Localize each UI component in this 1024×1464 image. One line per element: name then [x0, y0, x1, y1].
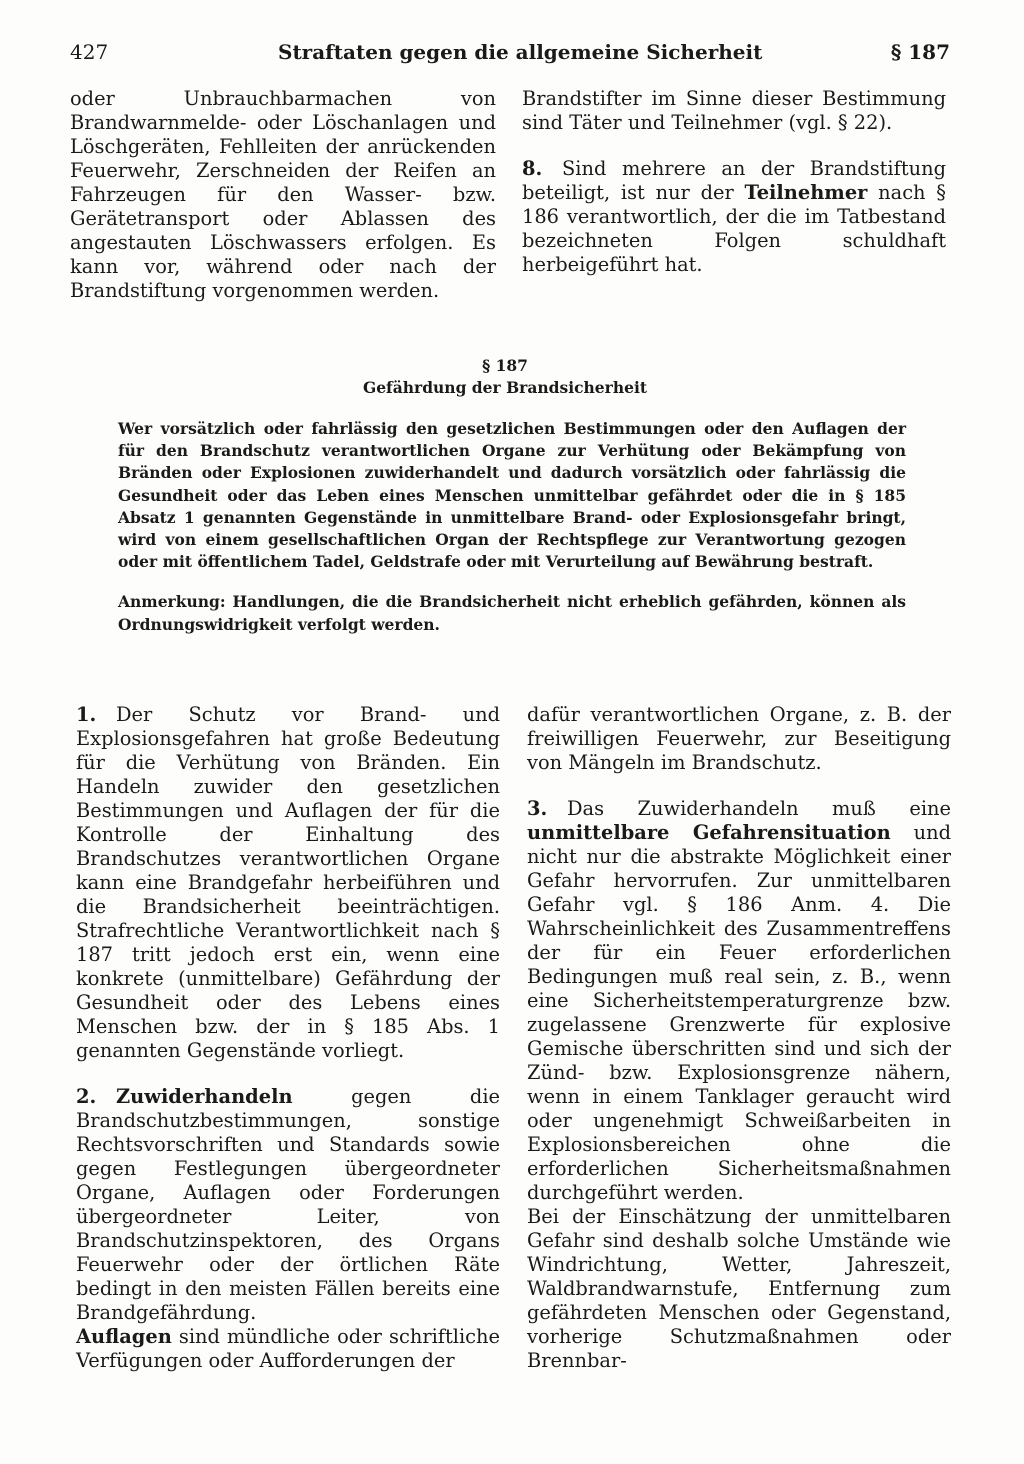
statute-text-block: [118, 418, 906, 636]
running-title: Straftaten gegen die allgemeine Sicherheit: [278, 40, 763, 64]
statute-note: Anmerkung: Handlungen, die die Brandsicherheit nicht erheblich gefährden, können als Ordnungswidrigkeit verfolgt werden.: [118, 592, 906, 634]
note-number: 2.: [76, 1085, 97, 1108]
bold-term: Auflagen: [76, 1325, 172, 1348]
note-number: 1.: [76, 703, 97, 726]
running-header: [70, 40, 950, 74]
bottom-right-column: [527, 703, 951, 1373]
note-number: 3.: [527, 797, 548, 820]
section-heading: [110, 355, 900, 399]
header-section-number: § 187: [890, 40, 950, 64]
note-3: 3. Das Zuwiderhandeln muß eine unmittelbare Gefahrensituation und nicht nur die abstrakte Möglichkeit einer Gefahr hervorrufen. Zur unmittelbaren Gefahr vgl. § 186 Anm. 4. Die Wahrscheinlichkeit des Zusammentreffens der für ein Feuer erforderlichen Bedingungen muß real sein, z. B., wenn eine Sicherheitstemperaturgrenze bzw. zugelassene Grenzwerte für explosive Gemische überschritten sind und sich der Zünd- bzw. Explosionsgrenze nähern, wenn in einem Tanklager geraucht wird oder ungenehmigt Schweißarbeiten in Explosionsbereichen ohne die erforderlichen Sicherheitsmaßnahmen durchgeführt werden.: [527, 797, 951, 1204]
note-number: 8.: [522, 157, 543, 180]
continuation-paragraph: dafür verantwortlichen Organe, z. B. der freiwilligen Feuerwehr, zur Beseitigung von Mängeln im Brandschutz.: [527, 703, 951, 774]
section-title: Gefährdung der Brandsicherheit: [362, 378, 648, 397]
bottom-left-column: [76, 703, 500, 1373]
note-2: 2. Zuwiderhandeln gegen die Brandschutzbestimmungen, sonstige Rechtsvorschriften und Standards sowie gegen Festlegungen übergeordneter Organe, Auflagen oder Forderungen übergeordneter Leiter, von Brandschutzinspektoren, des Organs Feuerwehr oder der örtlichen Räte bedingt in den meisten Fällen bereits eine Brandgefährdung.: [76, 1085, 500, 1324]
note-1: 1. Der Schutz vor Brand- und Explosionsgefahren hat große Bedeutung für die Verhütung von Bränden. Ein Handeln zuwider den gesetzlichen Bestimmungen und Auflagen der für die Kontrolle der Einhaltung des Brandschutzes verantwortlichen Organe kann eine Brandgefahr herbeiführen und die Brandsicherheit beeinträchtigen. Strafrechtliche Verantwortlichkeit nach § 187 tritt jedoch erst ein, wenn eine konkrete (unmittelbare) Gefährdung der Gesundheit oder des Lebens eines Menschen bzw. der in § 185 Abs. 1 genannten Gegenstände vorliegt.: [76, 703, 500, 1062]
continuation-paragraph: oder Unbrauchbarmachen von Brandwarnmelde- oder Löschanlagen und Löschgeräten, Fehlleiten der anrückenden Feuerwehr, Zerschneiden der Reifen an Fahrzeugen für den Wasser- bzw. Gerätetransport oder Ablassen des angestauten Löschwassers erfolgen. Es kann vor, während oder nach der Brandstiftung vorgenommen werden.: [70, 87, 496, 302]
note-8: 8. Sind mehrere an der Brandstiftung beteiligt, ist nur der Teilnehmer nach § 186 verantwortlich, der die im Tatbestand bezeichneten Folgen schuldhaft herbeigeführt hat.: [522, 157, 946, 276]
section-number: § 187: [482, 356, 528, 375]
bold-term: Zuwiderhandeln: [116, 1085, 293, 1108]
bold-term: Teilnehmer: [744, 181, 868, 204]
page-number: 427: [70, 40, 109, 64]
note-3-continued: Bei der Einschätzung der unmittelbaren Gefahr sind deshalb solche Umstände wie Windrichtung, Wetter, Jahreszeit, Waldbrandwarnstufe, Entfernung zum gefährdeten Menschen oder Gegenstand, vorherige Schutzmaßnahmen oder Brennbar-: [527, 1205, 951, 1372]
note-2-auflagen: Auflagen sind mündliche oder schriftliche Verfügungen oder Aufforderungen der: [76, 1325, 500, 1372]
top-left-column: [70, 87, 496, 303]
top-right-column: [522, 87, 946, 277]
bold-term: unmittelbare Gefahrensituation: [527, 821, 891, 844]
statute-paragraph: Wer vorsätzlich oder fahrlässig den gesetzlichen Bestimmungen oder den Auflagen der für den Brandschutz verantwortlichen Organe zur Verhütung oder Bekämpfung von Bränden oder Explosionen zuwiderhandelt und dadurch vorsätzlich oder fahrlässig die Gesundheit oder das Leben eines Menschen unmittelbar gefährdet oder die in § 185 Absatz 1 genannten Gegenstände in unmittelbare Brand- oder Explosionsgefahr bringt, wird von einem gesellschaftlichen Organ der Rechtspflege zur Verantwortung gezogen oder mit öffentlichem Tadel, Geldstrafe oder mit Verurteilung auf Bewährung bestraft.: [118, 419, 906, 572]
paragraph-brandstifter: Brandstifter im Sinne dieser Bestimmung sind Täter und Teilnehmer (vgl. § 22).: [522, 87, 946, 134]
